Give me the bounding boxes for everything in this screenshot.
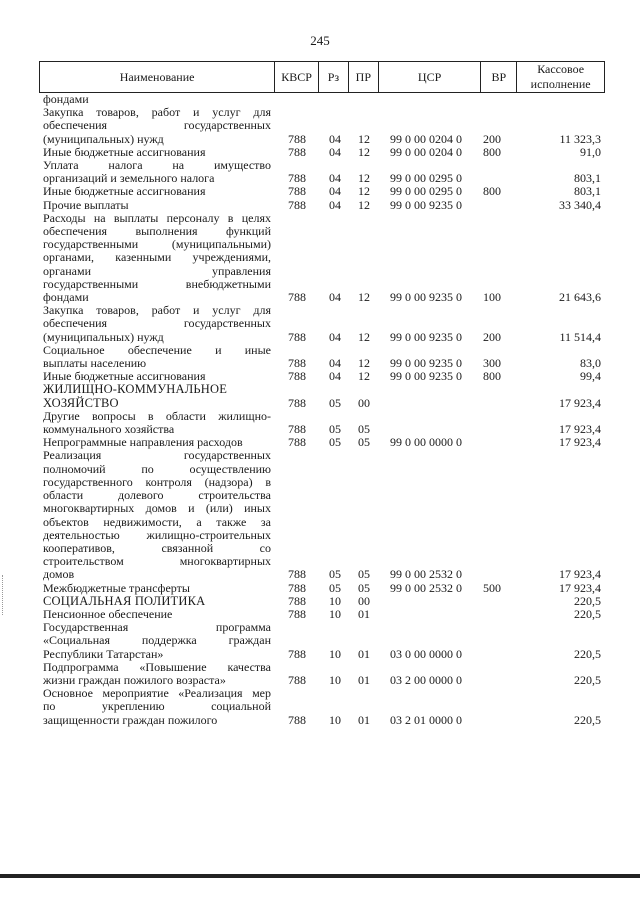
header-rz: Рз bbox=[319, 62, 349, 92]
row-name bbox=[43, 344, 271, 370]
row-name-line: фондами bbox=[43, 290, 89, 305]
row-rz: 10 bbox=[329, 606, 341, 621]
row-kvsr: 788 bbox=[288, 435, 306, 450]
row-name bbox=[43, 304, 271, 344]
row-pr: 12 bbox=[358, 290, 370, 305]
row-name bbox=[43, 582, 271, 595]
row-csr: 03 0 00 0000 0 bbox=[390, 646, 462, 661]
row-name-line: области долевого строительства bbox=[43, 488, 271, 503]
row-rz: 04 bbox=[329, 131, 341, 146]
row-csr: 99 0 00 0295 0 bbox=[390, 171, 462, 186]
row-csr: 99 0 00 2532 0 bbox=[390, 580, 462, 595]
header-vr: ВР bbox=[481, 62, 517, 92]
row-name-line: СОЦИАЛЬНАЯ ПОЛИТИКА bbox=[43, 593, 206, 608]
table-row bbox=[43, 410, 605, 436]
row-name-line: кооперативов, связанной со bbox=[43, 540, 271, 555]
row-name bbox=[43, 621, 271, 661]
row-sum: 220,5 bbox=[574, 712, 601, 727]
row-kvsr: 788 bbox=[288, 369, 306, 384]
row-kvsr: 788 bbox=[288, 567, 306, 582]
row-kvsr: 788 bbox=[288, 422, 306, 437]
row-csr: 99 0 00 9235 0 bbox=[390, 329, 462, 344]
row-kvsr: 788 bbox=[288, 290, 306, 305]
row-name bbox=[43, 661, 271, 687]
row-csr: 99 0 00 9235 0 bbox=[390, 290, 462, 305]
row-rz: 05 bbox=[329, 422, 341, 437]
row-name-line: Иные бюджетные ассигнования bbox=[43, 144, 206, 159]
table-row bbox=[43, 212, 605, 304]
header-sum: Кассовое исполнение bbox=[530, 62, 591, 91]
row-rz: 04 bbox=[329, 369, 341, 384]
table-row bbox=[43, 199, 605, 212]
row-kvsr: 788 bbox=[288, 593, 306, 608]
row-csr: 99 0 00 9235 0 bbox=[390, 356, 462, 371]
row-pr: 12 bbox=[358, 184, 370, 199]
row-kvsr: 788 bbox=[288, 646, 306, 661]
row-sum: 17 923,4 bbox=[559, 422, 601, 437]
row-name-line: (муниципальных) нужд bbox=[43, 329, 164, 344]
row-kvsr: 788 bbox=[288, 197, 306, 212]
row-name-line: выплаты населению bbox=[43, 356, 147, 371]
row-name bbox=[43, 106, 271, 146]
row-name-line: домов bbox=[43, 567, 75, 582]
row-name-line: Реализация государственных bbox=[43, 448, 271, 463]
row-name-line: (муниципальных) нужд bbox=[43, 131, 164, 146]
row-vr: 800 bbox=[483, 369, 501, 384]
row-rz: 05 bbox=[329, 435, 341, 450]
row-pr: 00 bbox=[358, 395, 370, 410]
row-rz: 04 bbox=[329, 329, 341, 344]
row-csr: 99 0 00 0204 0 bbox=[390, 131, 462, 146]
row-sum: 17 923,4 bbox=[559, 435, 601, 450]
table-row bbox=[43, 621, 605, 661]
table-header bbox=[39, 61, 605, 93]
row-sum: 220,5 bbox=[574, 646, 601, 661]
row-kvsr: 788 bbox=[288, 580, 306, 595]
table-body bbox=[43, 93, 605, 727]
row-csr: 99 0 00 0000 0 bbox=[390, 435, 462, 450]
row-pr: 01 bbox=[358, 712, 370, 727]
row-rz: 04 bbox=[329, 356, 341, 371]
row-csr: 99 0 00 2532 0 bbox=[390, 567, 462, 582]
row-sum: 83,0 bbox=[580, 356, 601, 371]
table-row bbox=[43, 582, 605, 595]
row-name-line: Подпрограмма «Повышение качества bbox=[43, 659, 271, 674]
row-name-line: Иные бюджетные ассигнования bbox=[43, 184, 206, 199]
table-row bbox=[43, 449, 605, 581]
row-pr: 12 bbox=[358, 329, 370, 344]
row-csr: 99 0 00 9235 0 bbox=[390, 197, 462, 212]
row-rz: 10 bbox=[329, 672, 341, 687]
row-pr: 00 bbox=[358, 593, 370, 608]
row-pr: 01 bbox=[358, 606, 370, 621]
row-name-line: государственными внебюджетными bbox=[43, 276, 271, 291]
row-sum: 803,1 bbox=[574, 171, 601, 186]
table-row bbox=[43, 661, 605, 687]
row-vr: 500 bbox=[483, 580, 501, 595]
row-name bbox=[43, 687, 271, 727]
row-name-line: Межбюджетные трансферты bbox=[43, 580, 190, 595]
row-name bbox=[43, 159, 271, 185]
scan-artifact bbox=[2, 575, 5, 615]
header-kvsr: КВСР bbox=[275, 62, 319, 92]
row-kvsr: 788 bbox=[288, 144, 306, 159]
row-csr: 99 0 00 0204 0 bbox=[390, 144, 462, 159]
row-name-line: «Социальная поддержка граждан bbox=[43, 633, 271, 648]
row-rz: 04 bbox=[329, 290, 341, 305]
row-name-line: Государственная программа bbox=[43, 620, 271, 635]
row-name bbox=[43, 212, 271, 304]
row-name-line: полномочий по осуществлению bbox=[43, 461, 271, 476]
row-name-line: Прочие выплаты bbox=[43, 197, 129, 212]
row-name bbox=[43, 199, 271, 212]
row-pr: 12 bbox=[358, 131, 370, 146]
row-name-line: обеспечения государственных bbox=[43, 316, 271, 331]
row-name-line: государственными (муниципальными) bbox=[43, 237, 271, 252]
row-rz: 05 bbox=[329, 567, 341, 582]
row-name-line: органами управления bbox=[43, 263, 271, 278]
row-pr: 12 bbox=[358, 369, 370, 384]
row-csr: 03 2 00 0000 0 bbox=[390, 672, 462, 687]
row-rz: 04 bbox=[329, 171, 341, 186]
table-row bbox=[43, 106, 605, 146]
row-pr: 05 bbox=[358, 580, 370, 595]
row-pr: 12 bbox=[358, 171, 370, 186]
row-sum: 220,5 bbox=[574, 672, 601, 687]
row-name bbox=[43, 410, 271, 436]
row-sum: 33 340,4 bbox=[559, 197, 601, 212]
row-name-line: защищенности граждан пожилого bbox=[43, 712, 218, 727]
row-sum: 17 923,4 bbox=[559, 567, 601, 582]
row-rz: 10 bbox=[329, 646, 341, 661]
row-pr: 12 bbox=[358, 144, 370, 159]
row-sum: 220,5 bbox=[574, 593, 601, 608]
row-vr: 300 bbox=[483, 356, 501, 371]
row-pr: 05 bbox=[358, 567, 370, 582]
row-kvsr: 788 bbox=[288, 606, 306, 621]
row-name-line: жизни граждан пожилого возраста» bbox=[43, 672, 226, 687]
row-name-line: органами, казенными учреждениями, bbox=[43, 250, 271, 265]
row-name-line: государственного контроля (надзора) в bbox=[43, 474, 271, 489]
row-name-line: Республики Татарстан» bbox=[43, 646, 164, 661]
row-sum: 99,4 bbox=[580, 369, 601, 384]
row-rz: 04 bbox=[329, 144, 341, 159]
row-name-line: организаций и земельного налога bbox=[43, 171, 215, 186]
table-row bbox=[43, 687, 605, 727]
row-csr: 03 2 01 0000 0 bbox=[390, 712, 462, 727]
row-name bbox=[43, 185, 271, 198]
row-pr: 01 bbox=[358, 672, 370, 687]
row-name-line: Уплата налога на имущество bbox=[43, 158, 271, 173]
row-name bbox=[43, 595, 271, 608]
row-vr: 200 bbox=[483, 329, 501, 344]
row-name-line: объектов недвижимости, а также за bbox=[43, 514, 271, 529]
row-sum: 91,0 bbox=[580, 144, 601, 159]
row-name bbox=[43, 449, 271, 581]
row-sum: 21 643,6 bbox=[559, 290, 601, 305]
row-rz: 05 bbox=[329, 580, 341, 595]
header-name: Наименование bbox=[40, 62, 275, 92]
row-sum: 17 923,4 bbox=[559, 580, 601, 595]
row-sum: 11 514,4 bbox=[559, 329, 601, 344]
row-kvsr: 788 bbox=[288, 184, 306, 199]
row-name-line: по укреплению социальной bbox=[43, 699, 271, 714]
row-name-line: Социальное обеспечение и иные bbox=[43, 342, 271, 357]
row-name-line: Пенсионное обеспечение bbox=[43, 606, 173, 621]
row-sum: 17 923,4 bbox=[559, 395, 601, 410]
row-name-line: Закупка товаров, работ и услуг для bbox=[43, 303, 271, 318]
row-kvsr: 788 bbox=[288, 131, 306, 146]
row-name-line: Закупка товаров, работ и услуг для bbox=[43, 105, 271, 120]
scan-edge-bar bbox=[0, 874, 640, 878]
row-pr: 12 bbox=[358, 356, 370, 371]
row-vr: 100 bbox=[483, 290, 501, 305]
table-row bbox=[43, 383, 605, 409]
row-rz: 05 bbox=[329, 395, 341, 410]
row-name-line: обеспечения выполнения функций bbox=[43, 224, 271, 239]
table-row bbox=[43, 185, 605, 198]
row-sum: 11 323,3 bbox=[559, 131, 601, 146]
row-kvsr: 788 bbox=[288, 329, 306, 344]
page-number: 245 bbox=[310, 33, 330, 48]
row-kvsr: 788 bbox=[288, 356, 306, 371]
row-sum: 220,5 bbox=[574, 606, 601, 621]
table-row bbox=[43, 304, 605, 344]
table-row bbox=[43, 159, 605, 185]
row-name-line: Расходы на выплаты персоналу в целях bbox=[43, 210, 271, 225]
row-pr: 05 bbox=[358, 422, 370, 437]
row-name-line: деятельностью жилищно-строительных bbox=[43, 527, 271, 542]
row-csr: 99 0 00 0295 0 bbox=[390, 184, 462, 199]
row-sum: 803,1 bbox=[574, 184, 601, 199]
row-pr: 01 bbox=[358, 646, 370, 661]
row-name-line: Основное мероприятие «Реализация мер bbox=[43, 686, 271, 701]
row-name bbox=[43, 383, 271, 409]
header-pr: ПР bbox=[349, 62, 379, 92]
row-name-line: многоквартирных домов и (или) иных bbox=[43, 501, 271, 516]
row-kvsr: 788 bbox=[288, 672, 306, 687]
row-name-line: строительством многоквартирных bbox=[43, 554, 271, 569]
row-kvsr: 788 bbox=[288, 712, 306, 727]
row-pr: 12 bbox=[358, 197, 370, 212]
row-rz: 04 bbox=[329, 197, 341, 212]
row-name-line: коммунального хозяйства bbox=[43, 422, 175, 437]
row-name-line: обеспечения государственных bbox=[43, 118, 271, 133]
row-name-line: Другие вопросы в области жилищно- bbox=[43, 408, 271, 423]
row-rz: 10 bbox=[329, 712, 341, 727]
row-name-line: Непрограммные направления расходов bbox=[43, 435, 243, 450]
row-name-line: фондами bbox=[43, 92, 89, 106]
header-csr: ЦСР bbox=[379, 62, 482, 92]
row-vr: 800 bbox=[483, 184, 501, 199]
row-name-line: ЖИЛИЩНО-КОММУНАЛЬНОЕ bbox=[43, 382, 228, 397]
row-name-line: Иные бюджетные ассигнования bbox=[43, 369, 206, 384]
row-vr: 200 bbox=[483, 131, 501, 146]
row-rz: 10 bbox=[329, 593, 341, 608]
table-row bbox=[43, 344, 605, 370]
table-row bbox=[43, 595, 605, 608]
row-kvsr: 788 bbox=[288, 395, 306, 410]
row-vr: 800 bbox=[483, 144, 501, 159]
row-name-line: ХОЗЯЙСТВО bbox=[43, 395, 119, 410]
row-csr: 99 0 00 9235 0 bbox=[390, 369, 462, 384]
row-kvsr: 788 bbox=[288, 171, 306, 186]
row-rz: 04 bbox=[329, 184, 341, 199]
row-pr: 05 bbox=[358, 435, 370, 450]
